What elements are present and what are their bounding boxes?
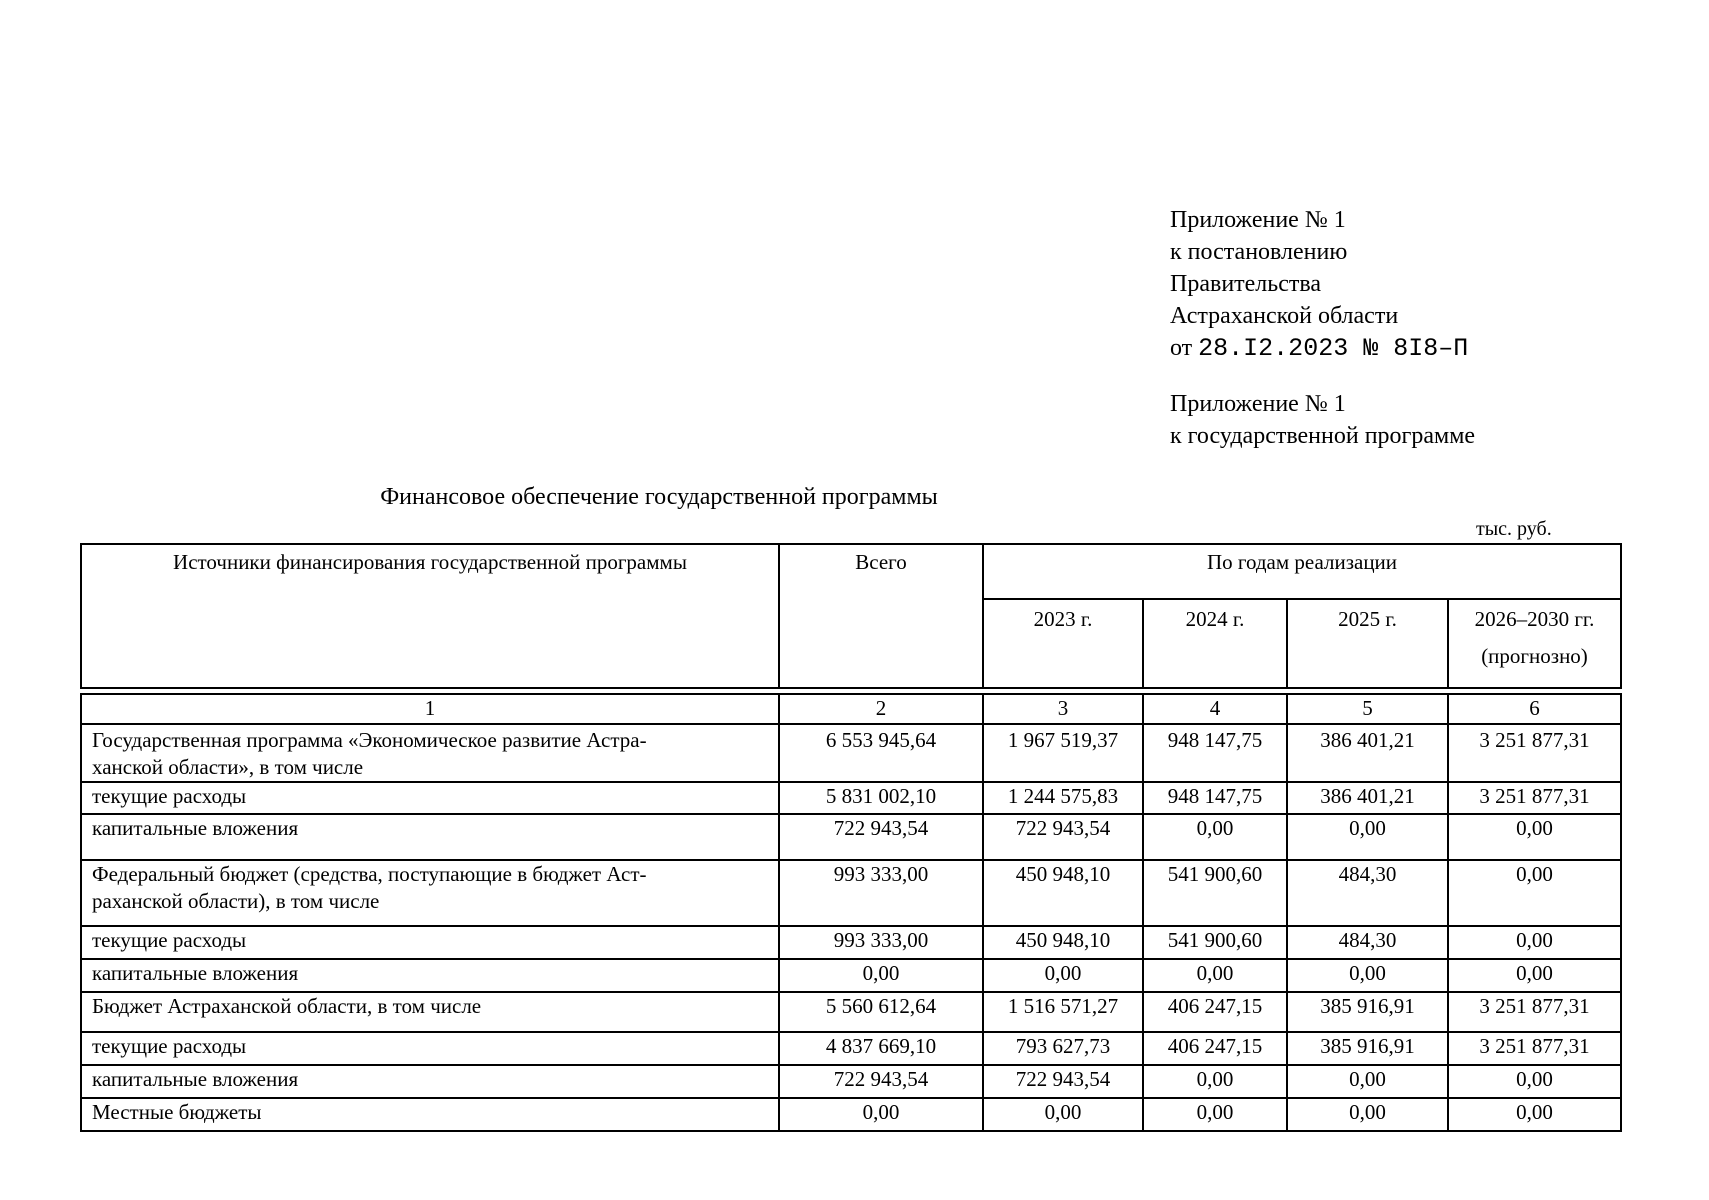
row-label: текущие расходы — [81, 926, 779, 959]
value-2025: 385 916,91 — [1287, 1032, 1448, 1065]
row-label: капитальные вложения — [81, 1065, 779, 1098]
value-total: 5 560 612,64 — [779, 992, 983, 1032]
value-total: 4 837 669,10 — [779, 1032, 983, 1065]
header-period-2026-2030 — [1448, 599, 1621, 688]
row-label: Местные бюджеты — [81, 1098, 779, 1131]
document-title: Финансовое обеспечение государственной программы — [380, 484, 938, 510]
value-2026-2030: 3 251 877,31 — [1448, 724, 1621, 782]
appendix-line: Правительства — [1170, 271, 1322, 297]
column-number: 3 — [983, 694, 1143, 724]
units-label: тыс. руб. — [1476, 518, 1552, 540]
column-number: 6 — [1448, 694, 1621, 724]
value-2024: 541 900,60 — [1143, 860, 1287, 926]
value-2025: 386 401,21 — [1287, 782, 1448, 814]
column-number: 4 — [1143, 694, 1287, 724]
value-total: 722 943,54 — [779, 1065, 983, 1098]
appendix-line: Приложение № 1 — [1170, 207, 1346, 233]
column-number: 5 — [1287, 694, 1448, 724]
value-2026-2030: 0,00 — [1448, 1098, 1621, 1131]
table-row — [81, 926, 1621, 959]
value-2024: 406 247,15 — [1143, 992, 1287, 1032]
order-date-number: 28.I2.2023 № 8I8–П — [1198, 334, 1469, 363]
value-total: 722 943,54 — [779, 814, 983, 860]
header-period-range: 2026–2030 гг. — [1474, 607, 1595, 631]
value-2023: 0,00 — [983, 959, 1143, 992]
value-2024: 0,00 — [1143, 1098, 1287, 1131]
column-number-row — [81, 694, 1621, 724]
value-2025: 0,00 — [1287, 1098, 1448, 1131]
row-label-line: ханской области», в том числе — [92, 755, 364, 779]
value-2023: 722 943,54 — [983, 1065, 1143, 1098]
appendix-decree-header — [1170, 204, 1690, 365]
header-year-2024: 2024 г. — [1143, 599, 1287, 688]
value-2023: 450 948,10 — [983, 860, 1143, 926]
table-row — [81, 724, 1621, 782]
appendix-program-header — [1170, 388, 1690, 452]
value-2023: 450 948,10 — [983, 926, 1143, 959]
table-row — [81, 1032, 1621, 1065]
appendix-line: Приложение № 1 — [1170, 391, 1346, 417]
row-label — [81, 724, 779, 782]
table-row — [81, 814, 1621, 860]
value-2026-2030: 3 251 877,31 — [1448, 992, 1621, 1032]
financing-table-body — [80, 693, 1622, 1132]
table-row — [81, 782, 1621, 814]
header-period-note: (прогнозно) — [1481, 644, 1588, 668]
header-year-2023: 2023 г. — [983, 599, 1143, 688]
value-2024: 406 247,15 — [1143, 1032, 1287, 1065]
row-label-line: Государственная программа «Экономическое развитие Астра- — [92, 728, 647, 752]
appendix-line: к постановлению — [1170, 239, 1348, 265]
appendix-line: к государственной программе — [1170, 423, 1476, 449]
row-label: текущие расходы — [81, 1032, 779, 1065]
value-total: 6 553 945,64 — [779, 724, 983, 782]
value-2026-2030: 0,00 — [1448, 959, 1621, 992]
order-prefix: от — [1170, 335, 1193, 361]
header-total: Всего — [779, 544, 983, 688]
table-row — [81, 959, 1621, 992]
header-by-years: По годам реализации — [983, 544, 1621, 599]
value-2025: 0,00 — [1287, 959, 1448, 992]
value-2023: 722 943,54 — [983, 814, 1143, 860]
row-label-line: Федеральный бюджет (средства, поступающие в бюджет Аст- — [92, 862, 647, 886]
value-2025: 484,30 — [1287, 860, 1448, 926]
financing-table-header — [80, 543, 1622, 689]
table-row — [81, 1098, 1621, 1131]
appendix-line: Астраханской области — [1170, 303, 1399, 329]
row-label-line: раханской области), в том числе — [92, 889, 380, 913]
value-2024: 541 900,60 — [1143, 926, 1287, 959]
value-2026-2030: 0,00 — [1448, 1065, 1621, 1098]
value-2024: 0,00 — [1143, 959, 1287, 992]
value-2025: 484,30 — [1287, 926, 1448, 959]
table-row — [81, 1065, 1621, 1098]
value-2023: 793 627,73 — [983, 1032, 1143, 1065]
value-2024: 948 147,75 — [1143, 724, 1287, 782]
value-2023: 1 244 575,83 — [983, 782, 1143, 814]
value-2025: 0,00 — [1287, 1065, 1448, 1098]
row-label: текущие расходы — [81, 782, 779, 814]
row-label: капитальные вложения — [81, 814, 779, 860]
value-2024: 0,00 — [1143, 814, 1287, 860]
value-2023: 0,00 — [983, 1098, 1143, 1131]
column-number: 2 — [779, 694, 983, 724]
table-row — [81, 860, 1621, 926]
header-sources: Источники финансирования государственной программы — [81, 544, 779, 688]
value-2024: 948 147,75 — [1143, 782, 1287, 814]
value-2026-2030: 3 251 877,31 — [1448, 782, 1621, 814]
order-date-line — [1170, 332, 1690, 365]
row-label: капитальные вложения — [81, 959, 779, 992]
value-2024: 0,00 — [1143, 1065, 1287, 1098]
value-2026-2030: 0,00 — [1448, 860, 1621, 926]
value-2026-2030: 3 251 877,31 — [1448, 1032, 1621, 1065]
value-2023: 1 967 519,37 — [983, 724, 1143, 782]
row-label: Бюджет Астраханской области, в том числе — [81, 992, 779, 1032]
value-total: 0,00 — [779, 1098, 983, 1131]
column-number: 1 — [81, 694, 779, 724]
value-total: 0,00 — [779, 959, 983, 992]
value-total: 993 333,00 — [779, 860, 983, 926]
value-2025: 386 401,21 — [1287, 724, 1448, 782]
value-total: 993 333,00 — [779, 926, 983, 959]
row-label — [81, 860, 779, 926]
header-year-2025: 2025 г. — [1287, 599, 1448, 688]
value-2025: 385 916,91 — [1287, 992, 1448, 1032]
value-2026-2030: 0,00 — [1448, 814, 1621, 860]
value-2026-2030: 0,00 — [1448, 926, 1621, 959]
value-2025: 0,00 — [1287, 814, 1448, 860]
value-total: 5 831 002,10 — [779, 782, 983, 814]
value-2023: 1 516 571,27 — [983, 992, 1143, 1032]
table-row — [81, 992, 1621, 1032]
